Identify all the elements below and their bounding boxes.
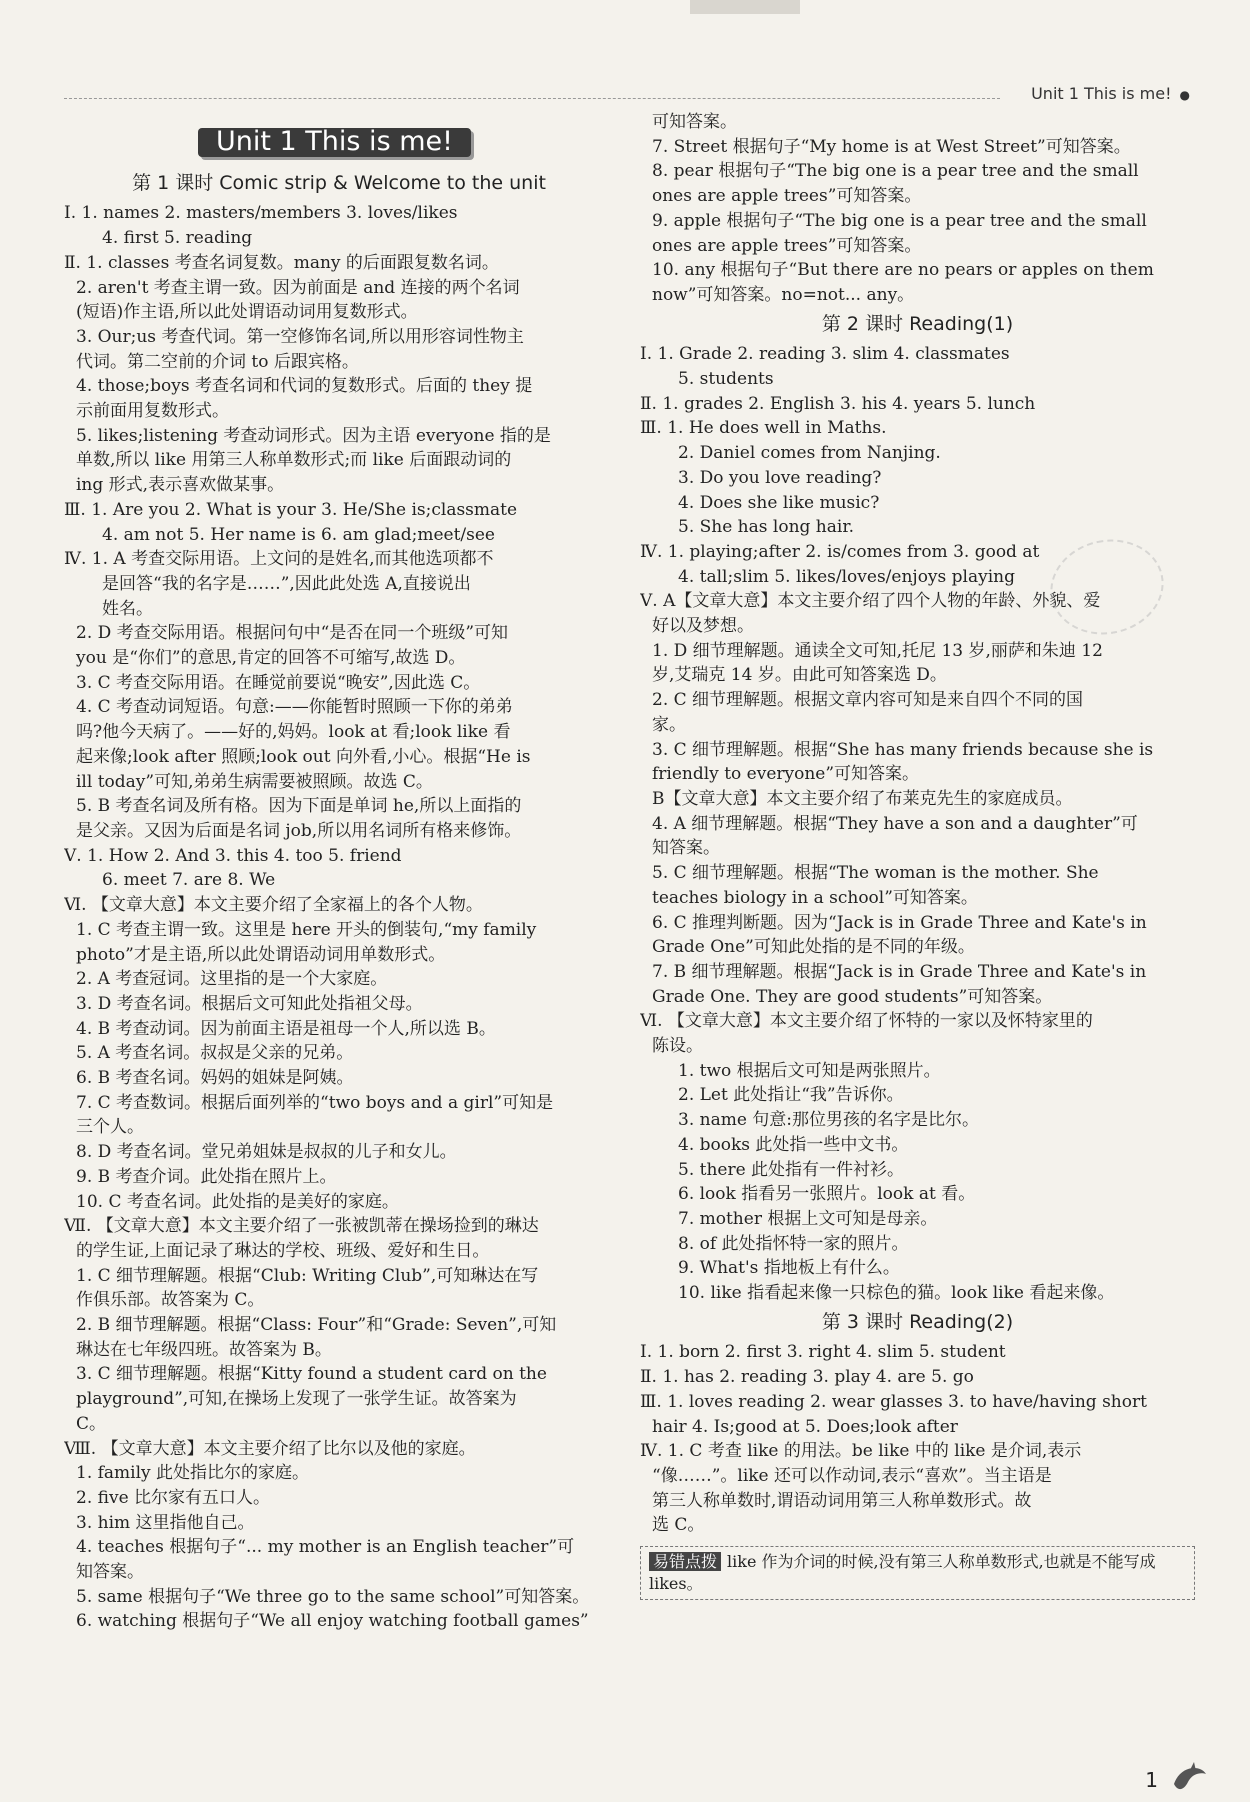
answer-line: 琳达在七年级四班。故答案为 B。 <box>76 1339 332 1360</box>
answer-line: 好以及梦想。 <box>652 616 754 637</box>
answer-line: 第三人称单数时,谓语动词用第三人称单数形式。故 <box>652 1490 1032 1511</box>
answer-line: 5. B 考查名词及所有格。因为下面是单词 he,所以上面指的 <box>76 796 522 817</box>
answer-line: (短语)作主语,所以此处谓语动词用复数形式。 <box>76 302 418 323</box>
lesson-1-title: 第 1 课时 Comic strip & Welcome to the unit <box>132 171 546 194</box>
answer-line: Ⅶ. 【文章大意】本文主要介绍了一张被凯蒂在操场捡到的琳达 <box>64 1216 539 1237</box>
answer-line: 8. of 此处指怀特一家的照片。 <box>678 1233 909 1254</box>
answer-line: “像……”。like 还可以作动词,表示“喜欢”。当主语是 <box>652 1465 1052 1486</box>
right-answer-list-b <box>640 342 1195 1305</box>
answer-line: Ⅱ. 1. grades 2. English 3. his 4. years 5. lunch <box>640 393 1036 414</box>
header-rule <box>64 98 1000 99</box>
answer-line: B【文章大意】本文主要介绍了布莱克先生的家庭成员。 <box>652 788 1073 809</box>
answer-line: 4. first 5. reading <box>102 228 253 249</box>
answer-line: 家。 <box>652 714 686 735</box>
answer-line: 2. C 细节理解题。根据文章内容可知是来自四个不同的国 <box>652 690 1084 711</box>
answer-line: 3. him 这里指他自己。 <box>76 1512 255 1533</box>
answer-line: 4. teaches 根据句子“... my mother is an English teacher”可 <box>76 1537 575 1558</box>
answer-line: 6. C 推理判断题。因为“Jack is in Grade Three and Kate's in <box>652 912 1147 933</box>
answer-line: Ⅵ. 【文章大意】本文主要介绍了怀特的一家以及怀特家里的 <box>640 1011 1093 1032</box>
answer-line: 7. Street 根据句子“My home is at West Street”可知答案。 <box>652 136 1131 157</box>
answer-line: 岁,艾瑞克 14 岁。由此可知答案选 D。 <box>652 665 947 686</box>
answer-line: 9. B 考查介词。此处指在照片上。 <box>76 1166 337 1187</box>
answer-line: Ⅴ. A【文章大意】本文主要介绍了四个人物的年龄、外貌、爱 <box>640 591 1101 612</box>
answer-line: 5. A 考查名词。叔叔是父亲的兄弟。 <box>76 1043 354 1064</box>
answer-line: Ⅰ. 1. names 2. masters/members 3. loves/likes <box>64 203 458 224</box>
answer-line: 9. apple 根据句子“The big one is a pear tree and the small <box>652 210 1147 231</box>
tip-text: like 作为介词的时候,没有第三人称单数形式,也就是不能写成 likes。 <box>649 1552 1156 1594</box>
answer-line: 6. B 考查名词。妈妈的姐妹是阿姨。 <box>76 1068 354 1089</box>
answer-line: 3. C 考查交际用语。在睡觉前要说“晚安”,因此选 C。 <box>76 672 481 693</box>
answer-line: Ⅲ. 1. loves reading 2. wear glasses 3. to have/having short <box>640 1391 1147 1412</box>
answer-line: 4. A 细节理解题。根据“They have a son and a daughter”可 <box>652 813 1138 834</box>
answer-line: 的学生证,上面记录了琳达的学校、班级、爱好和生日。 <box>76 1240 490 1261</box>
answer-line: ones are apple trees”可知答案。 <box>652 186 922 207</box>
answer-line: playground”,可知,在操场上发现了一张学生证。故答案为 <box>76 1389 517 1410</box>
right-answer-list-a <box>640 110 1195 308</box>
answer-line: ill today”可知,弟弟生病需要被照顾。故选 C。 <box>76 771 433 792</box>
answer-line: 2. D 考查交际用语。根据问句中“是否在同一个班级”可知 <box>76 623 509 644</box>
answer-line: 5. She has long hair. <box>678 517 854 538</box>
answer-line: hair 4. Is;good at 5. Does;look after <box>652 1416 958 1437</box>
right-answer-list-c <box>640 1340 1195 1538</box>
answer-line: ing 形式,表示喜欢做某事。 <box>76 475 285 496</box>
answer-line: 吗?他今天病了。——好的,妈妈。look at 看;look like 看 <box>76 722 511 743</box>
answer-line: C。 <box>76 1413 107 1434</box>
answer-line: 知答案。 <box>652 838 720 859</box>
answer-line: 3. Do you love reading? <box>678 467 882 488</box>
answer-line: 10. like 指看起来像一只棕色的猫。look like 看起来像。 <box>678 1283 1115 1304</box>
answer-line: 6. meet 7. are 8. We <box>102 870 276 891</box>
answer-line: Ⅵ. 【文章大意】本文主要介绍了全家福上的各个人物。 <box>64 895 483 916</box>
answer-line: 3. name 句意:那位男孩的名字是比尔。 <box>678 1110 980 1131</box>
left-answer-list <box>64 201 614 1634</box>
dolphin-logo-icon <box>1170 1760 1210 1800</box>
answer-line: 三个人。 <box>76 1117 144 1138</box>
answer-line: 可知答案。 <box>652 112 737 132</box>
answer-line: 选 C。 <box>652 1515 705 1536</box>
answer-line: 4. C 考查动词短语。句意:——你能暂时照顾一下你的弟弟 <box>76 697 513 718</box>
right-column <box>640 110 1195 1600</box>
answer-line: 2. five 比尔家有五口人。 <box>76 1487 271 1508</box>
answer-line: you 是“你们”的意思,肯定的回答不可缩写,故选 D。 <box>76 648 466 669</box>
answer-line: Ⅱ. 1. has 2. reading 3. play 4. are 5. go <box>640 1367 974 1388</box>
answer-line: 姓名。 <box>102 598 153 619</box>
lesson-3-title: 第 3 课时 Reading(2) <box>821 1310 1014 1333</box>
answer-line: 7. mother 根据上文可知是母亲。 <box>678 1208 938 1229</box>
answer-line: 4. am not 5. Her name is 6. am glad;meet/see <box>102 524 495 545</box>
answer-line: Ⅱ. 1. classes 考查名词复数。many 的后面跟复数名词。 <box>64 252 499 273</box>
answer-line: 5. same 根据句子“We three go to the same school”可知答案。 <box>76 1586 590 1607</box>
answer-line: 是父亲。又因为后面是名词 job,所以用名词所有格来修饰。 <box>76 820 522 841</box>
answer-line: friendly to everyone”可知答案。 <box>652 764 920 785</box>
answer-line: Ⅴ. 1. How 2. And 3. this 4. too 5. friend <box>64 845 402 866</box>
unit-title: Unit 1 This is me! <box>198 128 471 157</box>
answer-line: Ⅲ. 1. He does well in Maths. <box>640 418 887 439</box>
answer-line: 起来像;look after 照顾;look out 向外看,小心。根据“He is <box>76 746 531 767</box>
answer-line: 4. B 考查动词。因为前面主语是祖母一个人,所以选 B。 <box>76 1018 496 1039</box>
answer-line: 3. D 考查名词。根据后文可知此处指祖父母。 <box>76 993 423 1014</box>
lesson-2-title: 第 2 课时 Reading(1) <box>821 312 1014 335</box>
answer-line: 3. C 细节理解题。根据“She has many friends because she is <box>652 739 1154 760</box>
answer-line: 8. pear 根据句子“The big one is a pear tree and the small <box>652 161 1139 182</box>
left-column <box>64 110 614 1634</box>
answer-line: 陈设。 <box>652 1036 703 1057</box>
answer-line: 2. Daniel comes from Nanjing. <box>678 443 941 464</box>
tip-label: 易错点拨 <box>649 1552 721 1571</box>
answer-line: 10. C 考查名词。此处指的是美好的家庭。 <box>76 1191 399 1212</box>
bullet-icon: ● <box>1179 88 1190 102</box>
tip-box <box>640 1546 1195 1600</box>
answer-line: 代词。第二空前的介词 to 后跟宾格。 <box>76 351 359 372</box>
scan-strip <box>690 0 800 14</box>
answer-line: ones are apple trees”可知答案。 <box>652 235 922 256</box>
answer-line: 10. any 根据句子“But there are no pears or apples on them <box>652 260 1154 281</box>
answer-line: 4. tall;slim 5. likes/loves/enjoys playing <box>678 566 1015 587</box>
answer-line: 4. those;boys 考查名词和代词的复数形式。后面的 they 提 <box>76 376 533 397</box>
answer-line: 5. likes;listening 考查动词形式。因为主语 everyone 指的是 <box>76 425 551 446</box>
answer-line: 2. B 细节理解题。根据“Class: Four”和“Grade: Seven”,可知 <box>76 1315 557 1336</box>
answer-line: Ⅳ. 1. playing;after 2. is/comes from 3. good at <box>640 541 1040 562</box>
answer-line: Ⅲ. 1. Are you 2. What is your 3. He/She is;classmate <box>64 499 518 520</box>
answer-line: 3. Our;us 考查代词。第一空修饰名词,所以用形容词性物主 <box>76 326 524 347</box>
answer-line: 4. Does she like music? <box>678 492 880 513</box>
answer-line: 5. C 细节理解题。根据“The woman is the mother. She <box>652 863 1099 884</box>
answer-line: 4. books 此处指一些中文书。 <box>678 1134 909 1155</box>
running-header <box>1031 84 1190 103</box>
answer-line: 5. students <box>678 369 774 390</box>
answer-line: 示前面用复数形式。 <box>76 401 229 422</box>
answer-line: 2. A 考查冠词。这里指的是一个大家庭。 <box>76 969 388 990</box>
answer-line: now”可知答案。no=not... any。 <box>652 284 915 305</box>
answer-line: Ⅳ. 1. C 考查 like 的用法。be like 中的 like 是介词,表示 <box>640 1441 1082 1462</box>
answer-line: 8. D 考查名词。堂兄弟姐妹是叔叔的儿子和女儿。 <box>76 1142 457 1163</box>
answer-line: 7. C 考查数词。根据后面列举的“two boys and a girl”可知是 <box>76 1092 554 1113</box>
answer-line: Ⅷ. 【文章大意】本文主要介绍了比尔以及他的家庭。 <box>64 1438 476 1459</box>
answer-line: 6. look 指看另一张照片。look at 看。 <box>678 1184 976 1205</box>
answer-line: Grade One. They are good students”可知答案。 <box>652 986 1053 1007</box>
answer-line: Ⅰ. 1. born 2. first 3. right 4. slim 5. student <box>640 1342 1006 1363</box>
answer-line: Ⅳ. 1. A 考查交际用语。上文问的是姓名,而其他选项都不 <box>64 549 494 570</box>
answer-line: 1. family 此处指比尔的家庭。 <box>76 1463 310 1484</box>
answer-line: 1. D 细节理解题。通读全文可知,托尼 13 岁,丽萨和朱迪 12 <box>652 640 1103 661</box>
answer-line: 2. aren't 考查主谓一致。因为前面是 and 连接的两个名词 <box>76 277 520 298</box>
running-title: Unit 1 This is me! <box>1031 84 1172 103</box>
answer-line: 1. two 根据后文可知是两张照片。 <box>678 1060 941 1081</box>
answer-line: 知答案。 <box>76 1562 144 1583</box>
answer-line: 7. B 细节理解题。根据“Jack is in Grade Three and Kate's in <box>652 961 1147 982</box>
answer-line: 作俱乐部。故答案为 C。 <box>76 1290 265 1311</box>
page-number: 1 <box>1145 1768 1158 1792</box>
answer-line: 1. C 考查主谓一致。这里是 here 开头的倒装句,“my family <box>76 919 537 940</box>
answer-line: 3. C 细节理解题。根据“Kitty found a student card on the <box>76 1364 547 1385</box>
answer-line: 单数,所以 like 用第三人称单数形式;而 like 后面跟动词的 <box>76 450 512 471</box>
answer-line: 9. What's 指地板上有什么。 <box>678 1258 900 1279</box>
answer-line: teaches biology in a school”可知答案。 <box>652 887 978 908</box>
answer-line: 6. watching 根据句子“We all enjoy watching football games” <box>76 1611 589 1632</box>
answer-line: Ⅰ. 1. Grade 2. reading 3. slim 4. classmates <box>640 344 1010 365</box>
answer-line: 1. C 细节理解题。根据“Club: Writing Club”,可知琳达在写 <box>76 1265 539 1286</box>
answer-line: 5. there 此处指有一件衬衫。 <box>678 1159 905 1180</box>
answer-line: photo”才是主语,所以此处谓语动词用单数形式。 <box>76 944 446 965</box>
answer-line: 是回答“我的名字是……”,因此此处选 A,直接说出 <box>102 573 471 594</box>
answer-line: Grade One”可知此处指的是不同的年级。 <box>652 937 975 958</box>
answer-line: 2. Let 此处指让“我”告诉你。 <box>678 1085 904 1106</box>
